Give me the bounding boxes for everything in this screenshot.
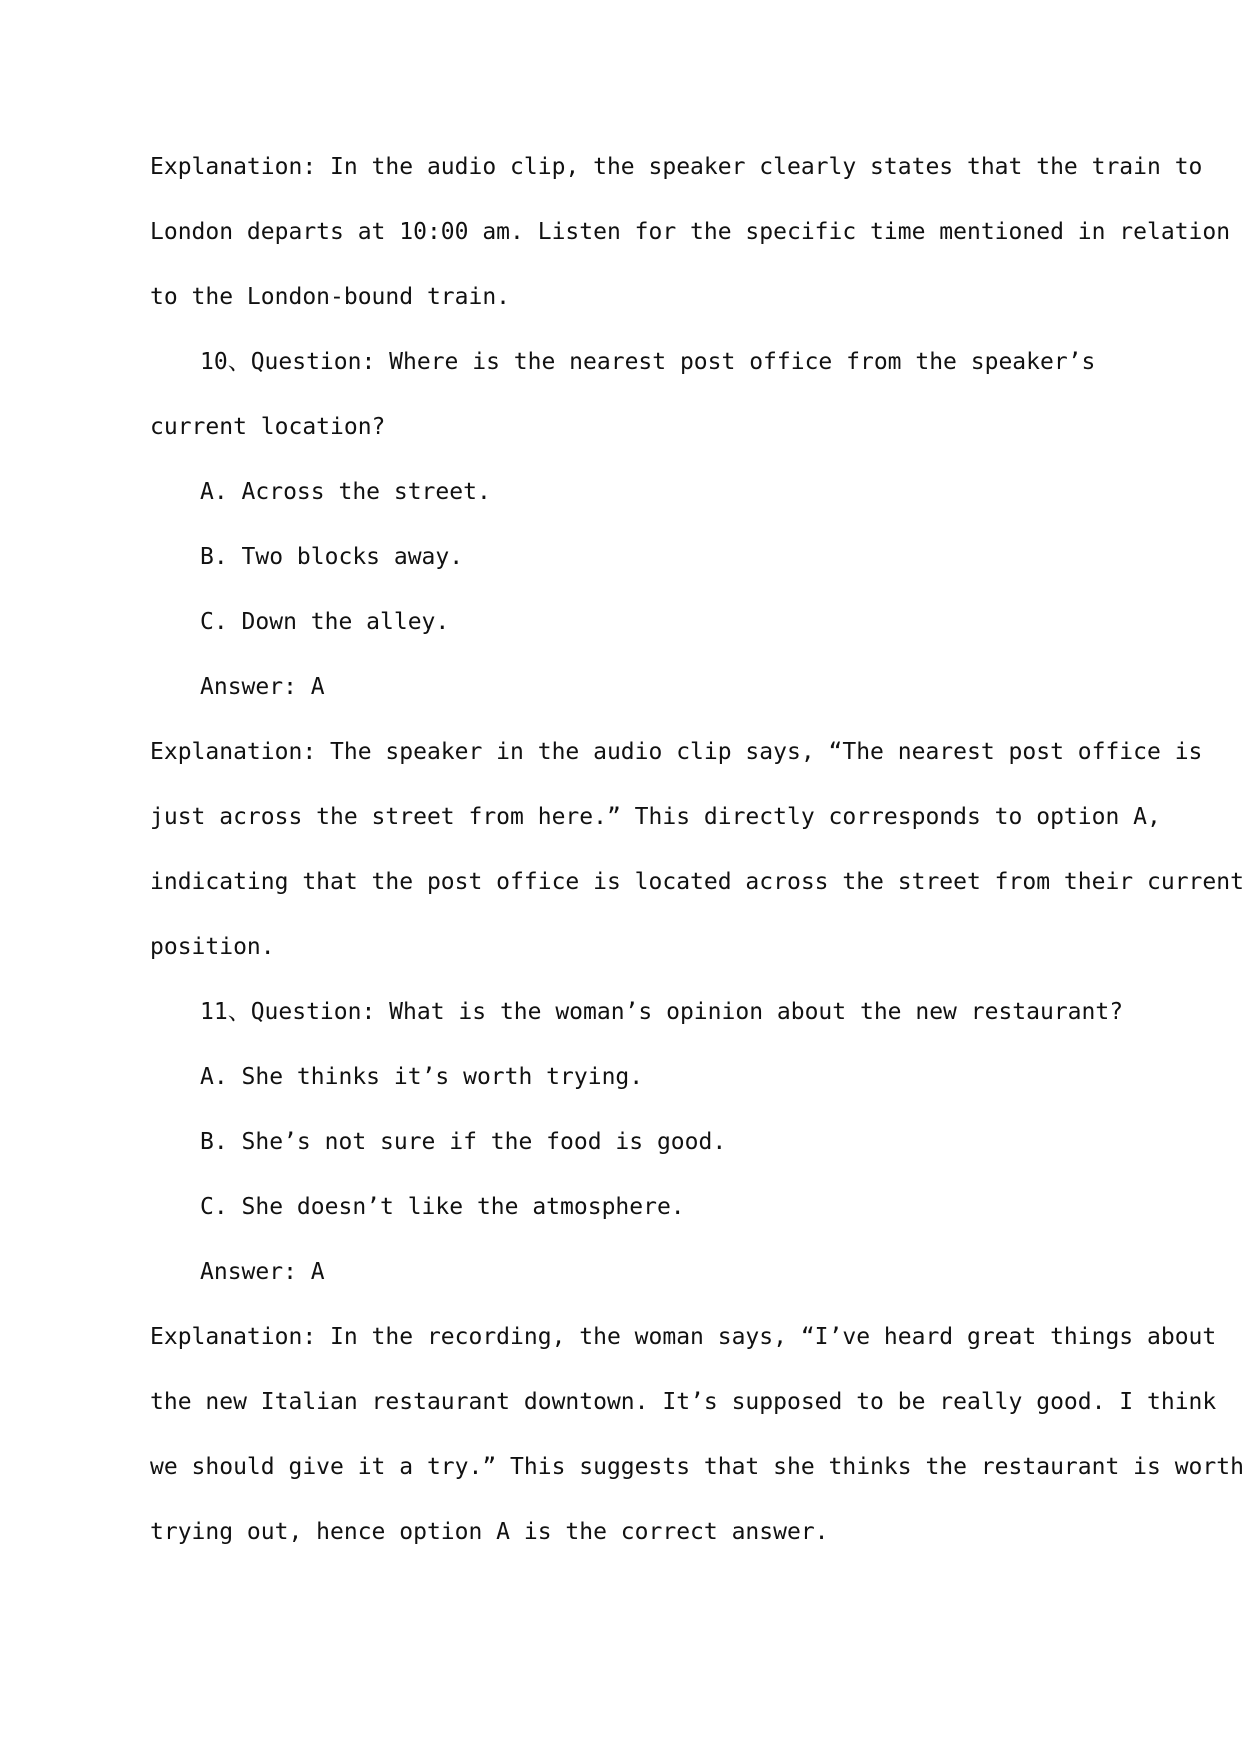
q11-explanation-line-1: Explanation: In the recording, the woman says, “I’ve heard great things about <box>150 1324 1217 1350</box>
q11-explanation-line-4: trying out, hence option A is the correct answer. <box>150 1519 829 1545</box>
q11-question: 11、Question: What is the woman’s opinion about the new restaurant? <box>200 999 1124 1025</box>
q10-explanation-line-4: position. <box>150 934 275 960</box>
q10-option-a: A. Across the street. <box>200 479 491 505</box>
q9-explanation-line-2: London departs at 10:00 am. Listen for the specific time mentioned in relation <box>150 219 1231 245</box>
q10-question-line-1: 10、Question: Where is the nearest post office from the speaker’s <box>200 349 1096 375</box>
q10-explanation-line-1: Explanation: The speaker in the audio clip says, “The nearest post office is <box>150 739 1203 765</box>
q10-explanation-line-2: just across the street from here.” This directly corresponds to option A, <box>150 804 1161 830</box>
q10-question-line-2: current location? <box>150 414 386 440</box>
q11-option-b: B. She’s not sure if the food is good. <box>200 1129 727 1155</box>
q11-option-a: A. She thinks it’s worth trying. <box>200 1064 644 1090</box>
q11-explanation-line-3: we should give it a try.” This suggests that she thinks the restaurant is worth <box>150 1454 1244 1480</box>
q10-option-b: B. Two blocks away. <box>200 544 464 570</box>
q11-answer: Answer: A <box>200 1259 325 1285</box>
q10-option-c: C. Down the alley. <box>200 609 450 635</box>
q10-answer: Answer: A <box>200 674 325 700</box>
q9-explanation-line-1: Explanation: In the audio clip, the speaker clearly states that the train to <box>150 154 1203 180</box>
q11-explanation-line-2: the new Italian restaurant downtown. It’s supposed to be really good. I think <box>150 1389 1217 1415</box>
q11-option-c: C. She doesn’t like the atmosphere. <box>200 1194 685 1220</box>
q10-explanation-line-3: indicating that the post office is located across the street from their current <box>150 869 1244 895</box>
q9-explanation-line-3: to the London-bound train. <box>150 284 511 310</box>
